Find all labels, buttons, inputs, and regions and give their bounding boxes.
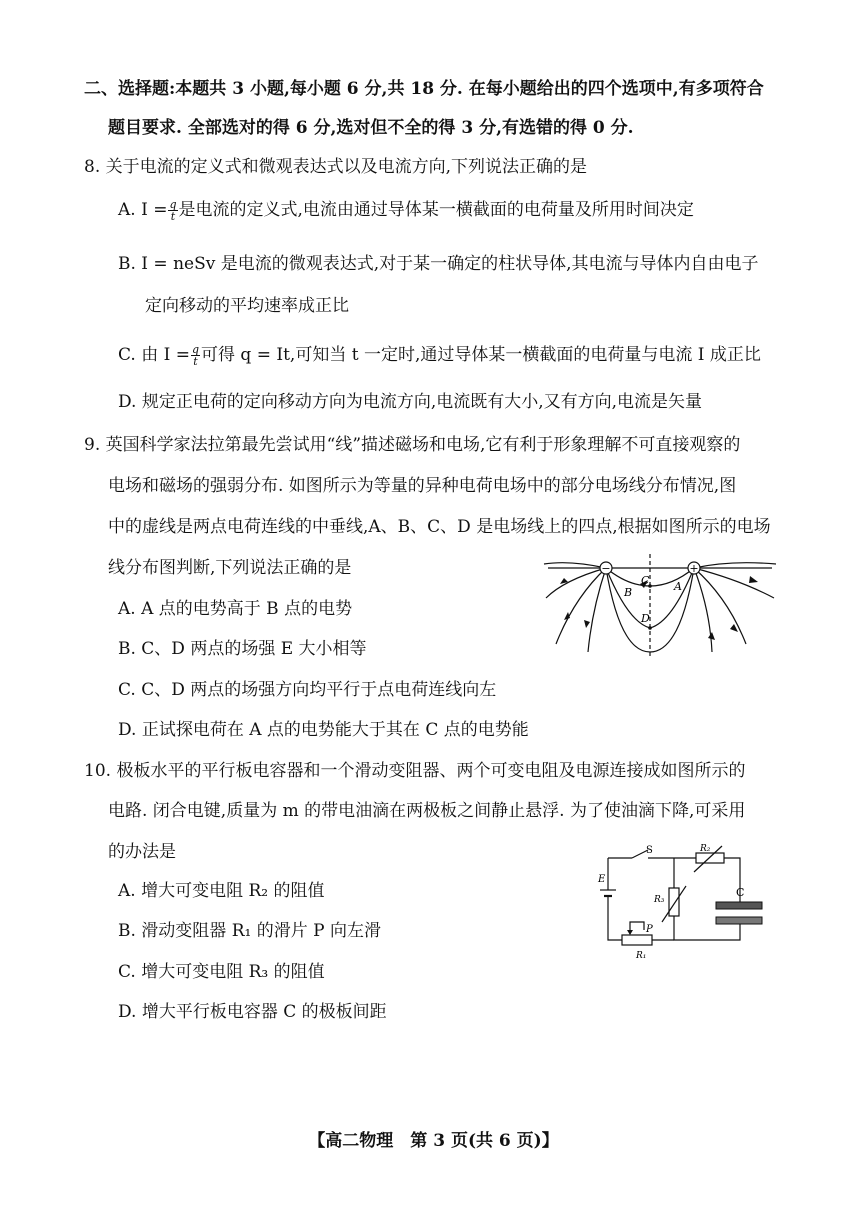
q8-option-d: D. 规定正电荷的定向移动方向为电流方向,电流既有大小,又有方向,电流是矢量	[118, 392, 703, 412]
q10-circuit-figure	[596, 842, 776, 962]
negative-charge-label: −	[601, 562, 611, 575]
switch-label: S	[646, 845, 653, 856]
slider-p-label: P	[646, 924, 653, 935]
q9-stem-line-1: 9. 英国科学家法拉第最先尝试用“线”描述磁场和电场,它有利于形象理解不可直接观察的	[84, 435, 741, 455]
q8-option-b-line-1: B. I = neSv 是电流的微观表达式,对于某一确定的柱状导体,其电流与导体内自由电子	[118, 254, 759, 274]
page-footer: 【高二物理 第 3 页(共 6 页)】	[308, 1131, 559, 1151]
point-d-label: D	[641, 612, 650, 625]
wire-left-bottom	[608, 896, 622, 940]
field-line-left-2	[546, 568, 606, 598]
point-b-label: B	[624, 586, 633, 599]
q9-field-line-figure	[540, 552, 780, 662]
q8-option-c	[118, 344, 761, 367]
field-line-right-2	[694, 568, 774, 598]
r3-label: R₃	[654, 895, 665, 905]
q9-option-a: A. A 点的电势高于 B 点的电势	[118, 599, 353, 619]
slider-p	[630, 922, 644, 934]
field-line-right-3	[694, 568, 746, 644]
capacitor-label: C	[736, 886, 745, 899]
q9-option-b: B. C、D 两点的场强 E 大小相等	[118, 639, 367, 659]
q9-stem-line-2: 电场和磁场的强弱分布. 如图所示为等量的异种电荷电场中的部分电场线分布情况,图	[108, 476, 737, 496]
section-heading-line-2: 题目要求. 全部选对的得 6 分,选对但不全的得 3 分,有选错的得 0 分.	[108, 118, 634, 138]
arrow-right-3	[730, 624, 738, 632]
resistor-r2	[696, 853, 724, 863]
slider-arrow	[627, 930, 633, 935]
arrow-right-4	[708, 632, 715, 640]
capacitor-top-plate	[716, 902, 762, 909]
q9-option-d: D. 正试探电荷在 A 点的电势能大于其在 C 点的电势能	[118, 720, 529, 740]
r1-label: R₁	[636, 951, 647, 961]
field-line-right-1	[694, 563, 776, 568]
q8-option-c-text: 可得 q = It,可知当 t 一定时,通过导体某一横截面的电荷量与电流 I 成正比	[201, 345, 761, 365]
resistor-r3	[669, 888, 679, 916]
q8-option-a-prefix: A. I =	[118, 200, 168, 220]
field-line-right-4	[694, 568, 712, 652]
r2-label: R₂	[700, 844, 711, 854]
field-line-left-4	[588, 568, 606, 652]
q9-option-c: C. C、D 两点的场强方向均平行于点电荷连线向左	[118, 680, 497, 700]
arrow-left-3	[564, 612, 570, 620]
q10-stem-line-1: 10. 极板水平的平行板电容器和一个滑动变阻器、两个可变电阻及电源连接成如图所示的	[84, 761, 746, 781]
field-line-left-1	[544, 563, 606, 568]
point-a-label: A	[674, 580, 682, 593]
arrow-left-4	[584, 620, 590, 628]
point-c-label: C	[641, 574, 650, 587]
q10-stem-line-3: 的办法是	[108, 842, 176, 862]
q8-option-b-line-2: 定向移动的平均速率成正比	[145, 296, 349, 316]
q10-option-b: B. 滑动变阻器 R₁ 的滑片 P 向左滑	[118, 921, 381, 941]
capacitor-bottom-plate	[716, 917, 762, 924]
point-d-dot	[648, 626, 652, 630]
q8-option-c-fraction: $\frac{q}{t}$	[191, 343, 200, 368]
source-label: E	[598, 874, 606, 885]
q9-stem-line-3: 中的虚线是两点电荷连线的中垂线,A、B、C、D 是电场线上的四点,根据如图所示的电场	[108, 517, 771, 537]
q10-option-a: A. 增大可变电阻 R₂ 的阻值	[118, 881, 325, 901]
resistor-r1	[622, 935, 652, 945]
q10-option-c: C. 增大可变电阻 R₃ 的阻值	[118, 962, 325, 982]
q9-stem-line-4: 线分布图判断,下列说法正确的是	[108, 558, 352, 578]
q8-option-a	[118, 199, 694, 222]
q10-option-d: D. 增大平行板电容器 C 的极板间距	[118, 1002, 387, 1022]
arrow-right-2	[749, 576, 758, 583]
q8-option-a-fraction: $\frac{q}{t}$	[169, 198, 177, 223]
q8-stem: 8. 关于电流的定义式和微观表达式以及电流方向,下列说法正确的是	[84, 157, 588, 177]
q8-option-c-prefix: C. 由 I =	[118, 345, 190, 365]
q8-option-a-text: 是电流的定义式,电流由通过导体某一横截面的电荷量及所用时间决定	[178, 200, 694, 220]
section-heading-line-1: 二、选择题:本题共 3 小题,每小题 6 分,共 18 分. 在每小题给出的四个选项中,有多项符合	[84, 79, 764, 99]
positive-charge-label: +	[689, 562, 699, 575]
q10-stem-line-2: 电路. 闭合电键,质量为 m 的带电油滴在两极板之间静止悬浮. 为了使油滴下降,可采用	[108, 801, 746, 821]
